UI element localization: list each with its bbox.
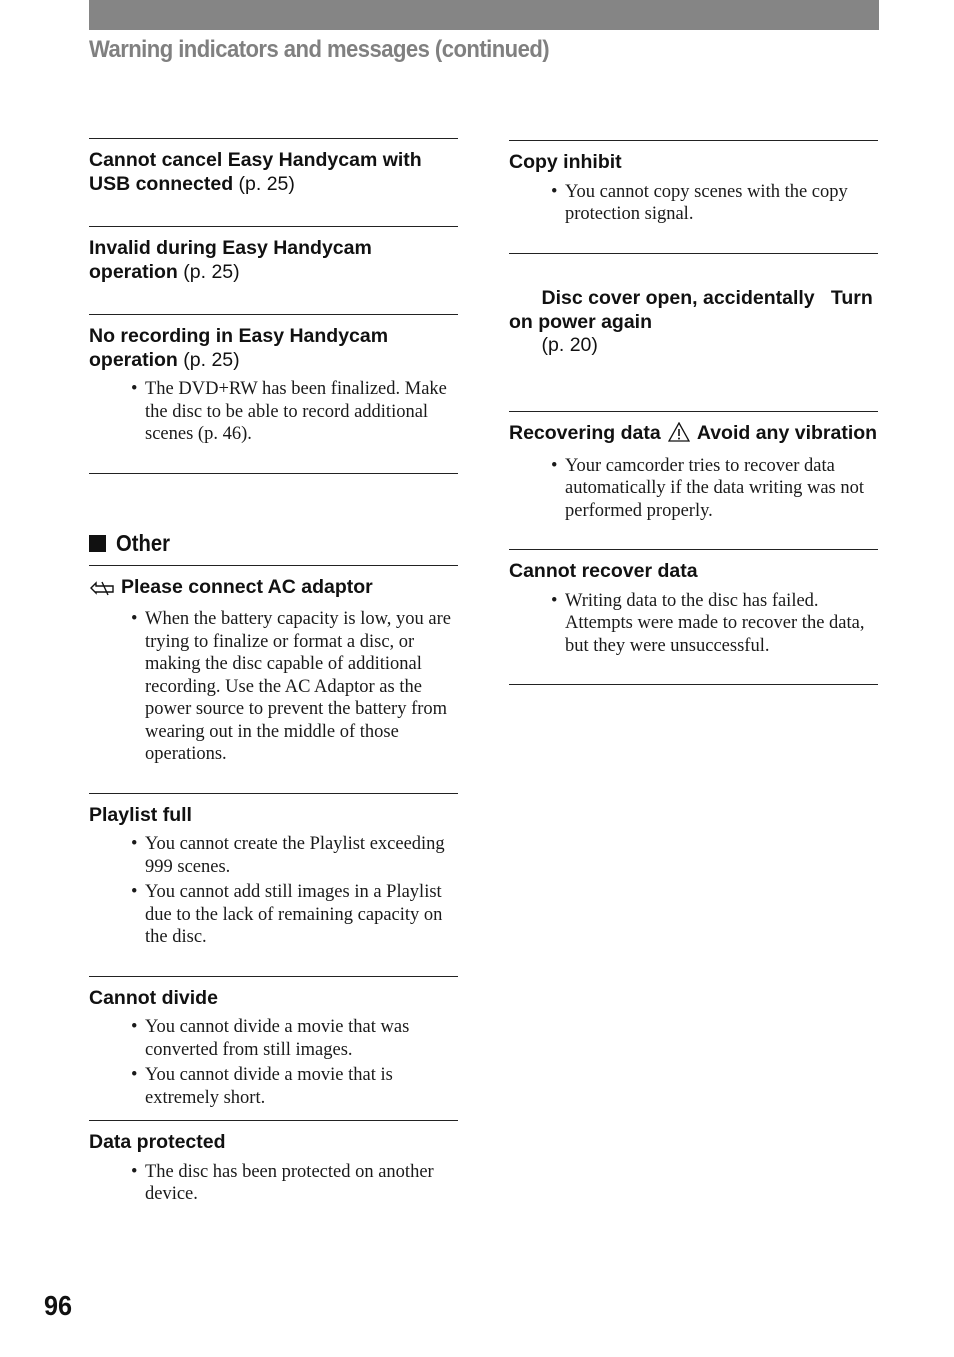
message-title-text: Avoid any vibration [696, 422, 878, 444]
message-entry [509, 411, 878, 549]
bullet-item: • You cannot add still images in a Playlist due to the lack of remaining capacity on the disc. [131, 882, 443, 947]
message-entry [89, 138, 458, 226]
message-title [89, 987, 458, 1011]
message-title [89, 149, 458, 196]
bullet-item: • Your camcorder tries to recover data automatically if the data writing was not performed properly. [551, 455, 864, 521]
page-reference: (p. 25) [183, 260, 240, 283]
message-title [509, 560, 878, 584]
message-title [509, 422, 878, 449]
message-entry [89, 793, 458, 976]
message-title [89, 804, 458, 828]
left-column [89, 138, 458, 1209]
bullet-list [89, 833, 458, 949]
bullet-item: • You cannot divide a movie that was converted from still images. [131, 1017, 410, 1060]
message-title-text: Cannot cancel Easy Handycam with USB connected [89, 149, 422, 195]
bullet-list [509, 455, 878, 523]
bullet-list [89, 1016, 458, 1109]
square-bullet-icon [89, 535, 106, 552]
ac-adaptor-icon [89, 579, 115, 603]
message-title-text: Copy inhibit [509, 151, 622, 173]
message-title-text: Disc cover open, accidentally Turn on power again [509, 287, 879, 333]
message-title-text: Playlist full [89, 803, 192, 826]
bullet-item: • You cannot divide a movie that is extremely short. [131, 1065, 393, 1108]
section-heading [89, 530, 458, 557]
page-reference: (p. 20) [541, 334, 598, 356]
message-entry [509, 549, 878, 685]
bullet-item: • The disc has been protected on another device. [131, 1161, 434, 1204]
message-entry [509, 140, 878, 253]
right-column [509, 140, 878, 685]
message-entry [509, 253, 878, 412]
section-title: Other [116, 529, 170, 556]
bullet-item: • You cannot copy scenes with the copy protection signal. [551, 181, 848, 224]
bullet-list [509, 181, 878, 226]
message-title [89, 237, 458, 284]
message-title-text: Cannot divide [89, 986, 218, 1009]
bullet-list [509, 590, 878, 658]
message-title-text: Data protected [89, 1131, 226, 1153]
message-title [509, 151, 878, 175]
page-reference: (p. 25) [238, 172, 295, 195]
bullet-item: • Writing data to the disc has failed. Attempts were made to recover the data, but they were unsuccessful. [551, 590, 865, 656]
page-reference: (p. 25) [183, 348, 240, 371]
message-title-text: Please connect AC adaptor [121, 575, 373, 598]
bullet-list [89, 378, 458, 446]
page-number: 96 [44, 1290, 73, 1321]
bullet-item: • You cannot create the Playlist exceeding 999 scenes. [131, 834, 445, 877]
message-title [509, 264, 878, 382]
message-entry [89, 314, 458, 474]
header-bar [89, 0, 879, 30]
message-title [89, 1131, 458, 1155]
message-entry [89, 1120, 458, 1206]
page-title: Warning indicators and messages (continued) [89, 36, 550, 63]
bullet-list [89, 608, 458, 766]
bullet-list [89, 1161, 458, 1206]
message-title [89, 325, 458, 372]
message-entry [89, 565, 458, 793]
message-title-text: No recording in Easy Handycam operation [89, 325, 389, 371]
message-title [89, 576, 458, 603]
message-title-text: Invalid during Easy Handycam operation [89, 237, 372, 283]
warning-triangle-icon [668, 422, 690, 449]
message-entry [89, 976, 458, 1121]
bullet-item: • When the battery capacity is low, you are trying to finalize or format a disc, or making the disc capable of additional recording. Use the AC Adaptor as the power source to prevent the battery from wearing out in the middle of those operations. [131, 609, 451, 764]
message-entry [89, 226, 458, 314]
message-title-text: Cannot recover data [509, 560, 698, 582]
bullet-item: • The DVD+RW has been finalized. Make the disc to be able to record additional scenes (p. 46). [131, 379, 447, 444]
message-title-text: Recovering data [509, 422, 661, 444]
